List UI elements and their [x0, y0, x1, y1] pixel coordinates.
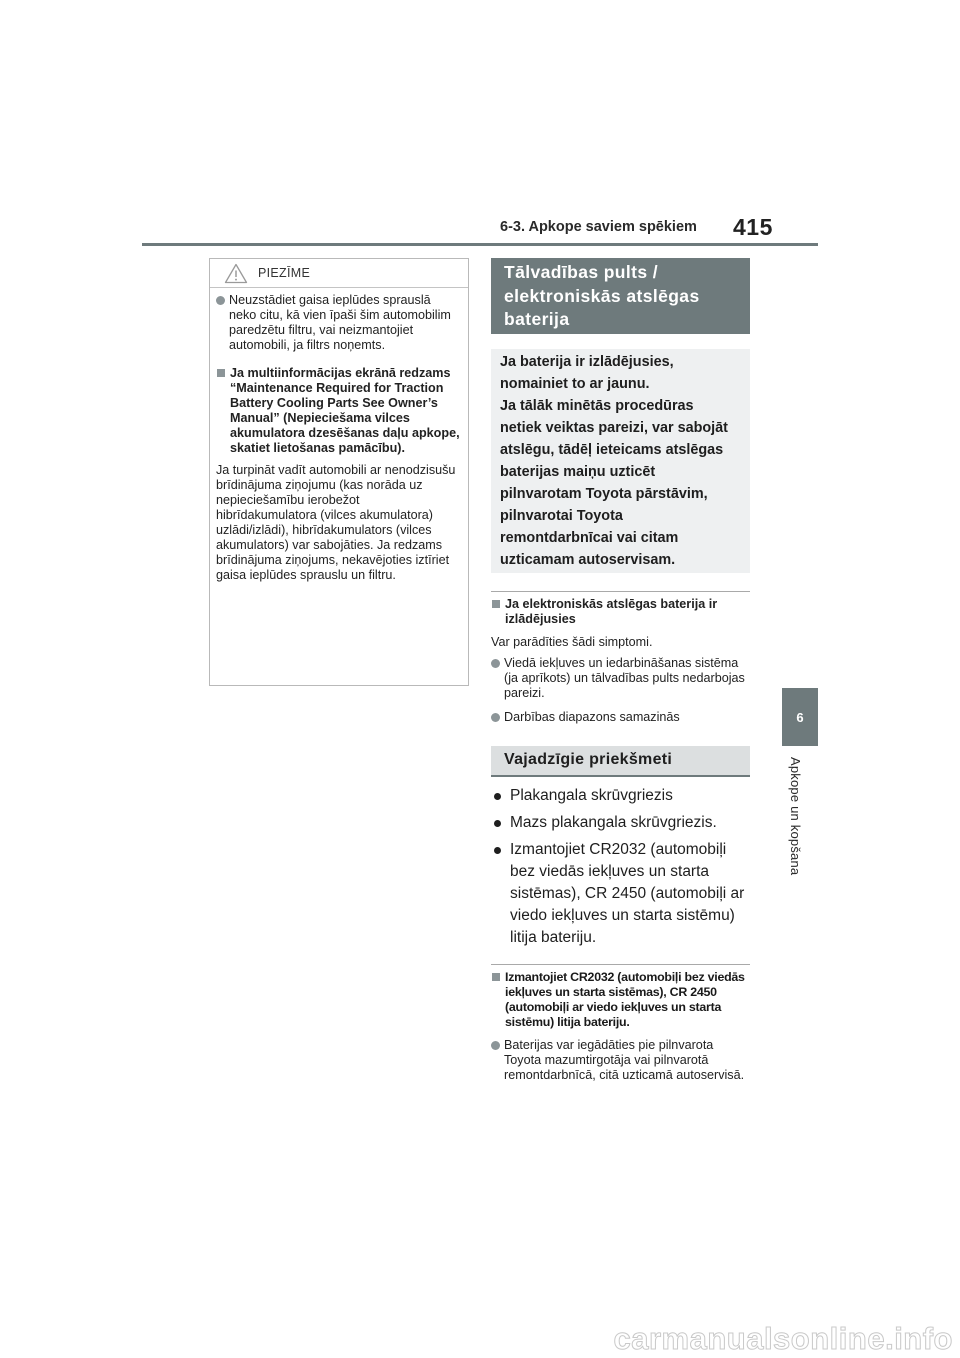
notice-title: PIEZĪME: [258, 266, 311, 280]
list-item-text: Plakangala skrūvgriezis: [510, 787, 673, 804]
bullet-dot-icon: [491, 713, 500, 722]
bullet-dot-icon: [494, 820, 501, 827]
symptom-item: [491, 710, 753, 725]
list-item: [491, 839, 753, 949]
info-line: nomainiet to ar jaunu.: [500, 376, 650, 392]
square-bullet-icon: [492, 973, 500, 981]
battery-depleted-block: [491, 597, 753, 725]
note-heading-row: [491, 970, 753, 1030]
items-list: [491, 785, 753, 954]
info-line: Ja baterija ir izlādējusies,: [500, 354, 674, 370]
list-item-text: Izmantojiet CR2032 (automobiļi bez viedās iekļuves un starta sistēmas), CR 2450 (automobiļi ar viedo iekļuves un starta sistēmu) litija bateriju.: [510, 841, 745, 946]
warning-triangle-icon: [224, 263, 248, 284]
page-number: 415: [733, 214, 773, 240]
note-heading-text: Izmantojiet CR2032 (automobiļi bez viedās iekļuves un starta sistēmas), CR 2450 (automobiļi ar viedo iekļuves un starta sistēmu) litija bateriju.: [505, 970, 745, 1029]
square-bullet-icon: [492, 600, 500, 608]
info-line: pilnvarotam Toyota pārstāvim,: [500, 486, 708, 502]
info-line: uzticamam autoservisam.: [500, 552, 676, 568]
symptom-item: [491, 656, 753, 701]
section-title: 6-3. Apkope saviem spēkiem: [500, 219, 697, 235]
intro-text: Var parādīties šādi simptomi.: [491, 635, 653, 649]
note-item: [491, 1038, 753, 1083]
notice-subheading-text: Ja multiinformācijas ekrānā redzams “Maintenance Required for Traction Battery Cooling Parts See Owner’s Manual” (Nepieciešama vilces akumulatora dzesēšanas daļu apkope, skatiet lietošanas pamācību).: [230, 366, 460, 455]
note-item-text: Baterijas var iegādāties pie pilnvarota Toyota mazumtirgotāja vai pilnvarotā remontdarbnīcā, citā uzticamā autoservisā.: [504, 1038, 745, 1082]
bullet-dot-icon: [494, 847, 501, 854]
bullet-dot-icon: [491, 1041, 500, 1050]
section-heading-line: Tālvadības pults /: [504, 262, 659, 282]
square-bullet-icon: [217, 369, 225, 377]
divider: [491, 591, 750, 592]
bullet-dot-icon: [216, 296, 225, 305]
notice-paragraph: Ja turpināt vadīt automobili ar nenodzisušu brīdinājuma ziņojumu (kas norāda uz nepieciešamību ierobežot hibrīdakumulatora (vilces akumulatora) uzlādi/izlādi), hibrīdakumulators (vilces akumulators) var sabojāties. Ja redzams brīdinājuma ziņojums, nekavējoties iztīriet gaisa ieplūdes sprauslu un filtru.: [216, 463, 456, 582]
notice-box: [209, 258, 469, 686]
list-item-text: Mazs plakangala skrūvgriezis.: [510, 814, 717, 831]
chapter-label: Apkope un kopšana: [788, 757, 803, 876]
info-line: Ja tālāk minētās procedūras: [500, 398, 694, 414]
subheading-row: [491, 597, 753, 627]
info-line: netiek veiktas pareizi, var sabojāt: [500, 420, 728, 436]
chapter-tab: 6: [782, 688, 818, 746]
info-line: atslēgu, tādēļ ieteicams atslēgas: [500, 442, 724, 458]
section-heading-line: baterija: [504, 309, 570, 329]
symptom-text: Viedā iekļuves un iedarbināšanas sistēma (ja aprīkots) un tālvadības pults nedarbojas pareizi.: [504, 656, 745, 700]
divider: [491, 964, 750, 965]
list-item: [491, 785, 753, 807]
section-heading-line: elektroniskās atslēgas: [504, 285, 700, 306]
info-line: baterijas maiņu uzticēt: [500, 464, 656, 480]
info-box: [491, 349, 750, 573]
symptom-text: Darbības diapazons samazinās: [504, 710, 680, 724]
info-line: pilnvarotai Toyota: [500, 508, 623, 524]
header-divider: [142, 243, 818, 246]
bullet-dot-icon: [494, 793, 501, 800]
svg-text:carmanualsonline.info: carmanualsonline.info: [613, 1321, 953, 1356]
subheading-text: Ja elektroniskās atslēgas baterija ir izlādējusies: [505, 597, 718, 626]
notice-bullet-text: Neuzstādiet gaisa ieplūdes sprauslā neko citu, kā vien īpaši šim automobilim paredzētu filtru, vai neizmantojiet automobili, ja filtrs noņemts.: [229, 293, 451, 352]
watermark-logo: [585, 1318, 955, 1358]
info-line: remontdarbnīcai vai citam: [500, 530, 679, 546]
section-heading-items: Vajadzīgie priekšmeti: [491, 746, 750, 777]
notice-subheading: [216, 366, 460, 456]
bullet-dot-icon: [491, 659, 500, 668]
notice-bullet: [216, 293, 460, 353]
section-heading-battery: [491, 258, 750, 334]
list-item: [491, 812, 753, 834]
battery-note-block: [491, 970, 753, 1083]
notice-header: [210, 259, 468, 288]
